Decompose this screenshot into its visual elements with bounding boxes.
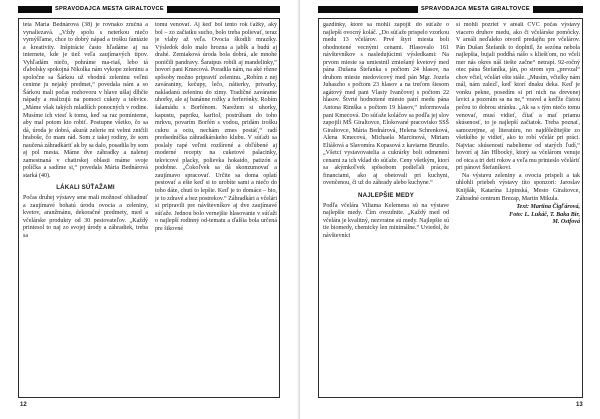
paragraph: teta Mária Bednárová (38) je rovnako zručná a vynaliezavá. „Vždy spolu s neterkou niečo vymýšľame, chce to dobrý nápad a trošku fantázie a kreativity. Inšpirácie často hľadáme aj na internete, kde je tiež veľa zaujímavých tipov. Vyhľadám niečo, pohráme ma-riaš, lebo tá ďabolsky spokojná Nikolka nám vykope zeleninu a spoločne sa Šárkou už vhodnú zeleninu veľmi cenime ju nejaký predmet,“ povedala nám a so Šárkou mali počas rozhovoru v hlave ušlaj dlhčie nápady a realizujú na pomoci cukety a tekvice. „Máme však takých mladších ponocných v rodine. Musíme ich viesť k tomu, keď sa raz pomínieme, aby mal potom kto robiť. Postupne všetko, čo sa dá, úroda je dobrá, akurát zelerie mi velmi zničili hraboše, čo mam rád. Som z takej rodiny, že som naučená záhradkáriť ak by sa dalo, posadila by som aj pol mesta. Máme dve záhradky a nalenej zamestnaná v chatirskej oblasti máme svoje políčka a sadíme si,“ povedala Mária Bednárová starká (40). — [23, 22, 148, 179]
article-credits — [456, 204, 580, 226]
right-page — [300, 0, 600, 419]
text-column-2 — [155, 22, 277, 394]
text-column-1 — [23, 22, 148, 394]
credit-line: Text: Martina Čigľárová, — [516, 204, 580, 211]
paragraph: gazdinky, ktoré sa mohli zapojiť do súťaže o najlepší ovocný koláč. „Do súťaže prispelo vzorkou medu 13 včelárov. Prvé štyri miesta boli ohodnotené vecnými cenami. Hlasovalo 161 návštevníkov s nasledujúcimi výsledkami: Na prvom mieste sa umiestnil zmiešaný kvetový med pána Dušana Štefanka s počtom 24 hlasov, na druhom mieste medovicový med pán Mgr. Jozefa Juhaszho s počtom 23 hlasov a na treťom šiesom agátový med pani Vlasty Ivančovej s počtom 22 hlasov. Štvrté hodnotené miesto patrí medu pána Antona Rimška s počtom 19 hlasov,“ informovala pani Kmecová. Do súťaže koláčov sa podľa jej slov zapojili MŠ Giraltovce, Elokované pracovisko SSŠ Giraltovce, Mária Bednárová, Helena Schrenková, Alena Kmecová, Michaela Marcinová, Miriam Eliášová a Slavomíra Kopasová z kaviarne Brunilo. „Všetci vystavovatelia a cukrárky boli odmenení cenami za ich vklad do súťaže. Ceny všetkým, ktorí sa akýmkoľvek spôsobom podieľali prácou, financiami, ako aj obetovali pri kuchyni, ovenčenou, či už do záhrady alebo kuchyne.“ — [323, 22, 449, 187]
paragraph: Podľa včelára Viliama Kelemena sú na výstave najlepšie medy. Čím ovezdnite. „Každý med od včelára je kvalitný, nezvratne sú medy. Najlepšie sú tie biomedy, chemicky len minimálne.“ Uviedol, že návštevníci — [323, 202, 449, 239]
running-header-left: SPRAVODAJCA MESTA GIRALTOVCE — [52, 4, 167, 14]
article-frame-left — [18, 18, 280, 398]
text-column-4 — [456, 22, 580, 394]
section-subheading: NAJLEPŠIE MEDY — [358, 192, 414, 200]
article-frame-right — [318, 18, 583, 398]
credit-line: M. Ostfová — [552, 218, 580, 225]
page-number-right: 13 — [576, 402, 583, 408]
paragraph: si mohli pozrieť v areáli CVČ počas výstavy viacero druhov medu, ako či včelárske pomôcky. V areáli neďaleko otvoril predajňu pre včelárov. Pán Dušan Štefaník to doplnil, že sezóna nebola najlepšia, bujali poddhá nášo s kliešťom, no včeli mer nás okres náš tiešte začne“ netrapí. 92-ročný otec pána Štefaníka, ján, po strom syn „prevzal“ chov včiel, včelári ešte stále. „Musím, včielky nám mál, nám zalezľ, keď ktorí dnaku deka. Keď je vonku pekne, posedím si pri nich na drevenej lavici a pozerám sa na ne,“ vravel a keďže čistou pečou to dobrou stránku. „Ak sa s tým niečo tomu venovať, musí vidieť, čítať a mať priamu skúsenosť, to je najlepší začiatok. Treba poznať, samozrejme, aj literatúru, no najdôležitejšie zo všetkého je vidieť, ako to robí včelár pri práci. Najviac skúseností nabelieme od starých ľudí,“ hovorí aj Ján Hlbocký, ktorý sa včelárom venuje od otca a tri deti rokov a veľa mu prinieslo včeláriť pri pánovi Štefaníkovi. — [456, 22, 580, 172]
section-subheading: LÁKALI SÚŤAŽAMI — [56, 184, 115, 192]
credit-line: Foto: L. Lukáč, T. Baka Bir, — [509, 211, 580, 218]
paragraph: Na výstavu zeleniny a ovocia prispeli a tak uhlohli priebeh výstavy títo sponzori: Jaroslav Knijšák, Katarína Lipinská, Mesto Giraltovce, Záhradné centrum Brezap, Martin Mikula. — [456, 172, 580, 202]
page-number-left: 12 — [20, 402, 27, 408]
running-header-right: SPRAVODAJCA MESTA GIRALTOVCE — [418, 4, 533, 14]
paragraph: tomu venovať. Aj keď bol tento rok ťažký, aký bol – zo začiatku sucho, bolo treba polievať, teraz je vlahy až veľa. Ovocia škodili mrazíky. Výsledok dolo malo hrozna a jabĺk a budú aj drahé. Zemiaková úroda bola dobrá, ale mnohé poničili pandravy. Šaratpus robili aj mandelinky,“ hovorí pani Kmecová. Poradila nám, na aké rôzne spôsoby možno pripraviť zeleninu. „Robím z nej zaváraniny, kečupy, lečo, nátierky, privarky, nakladanú zeleninu do zimy. Tradičné zavárame uhorky, ale aj banánne rožky a ferferónky. Robím šalamádu s Borfénom. Narežem si uhorky, kapustu, papriku, karfiol, postrúham do toho mrkvu, povarím Borfén s vodou, pridám trošku cukru a octu, nechám zmes postáť,“ radí predsedníčka záhradkárskeho klubu. V súťaži sa poslaly rapé veľmi rozšírené a obľúbené aj moderné recepty na cuketové palacinky, tekvicové placky, polievka hokaido, patizón a podobne. „Čokoľvek sa dá skonzumovať a zaujímavo spracovať. Určite sa doma oplatí pestovať a ešte keď si to urobíte sami a niečo do toho dáte, chutí to lepšie. Keď je to domáce – bio, je to zdravé a bez postrekov.“ Záhradkári a včelári si pripravili pre návštevníkov aj dve zaujímavé súťaže. Jednou bolo vernejšie hlasovanie v súťaži o najlepší rodinný od-tematu a ďalšia bola určená pre šikovné — [155, 22, 277, 232]
paragraph: Počas druhej výstavy sme mali možnosť ohliadnuť a zaujímavé bohatú úrodu ovocia a zeleniny, kvetov, aranžmánu, dekoračné predmety, med a včelárske produkty od 30 pestovateľov. „Každý priniesol to naj zo svojej úrody a záhradiek, treba sa — [23, 195, 148, 239]
text-column-3 — [323, 22, 449, 394]
